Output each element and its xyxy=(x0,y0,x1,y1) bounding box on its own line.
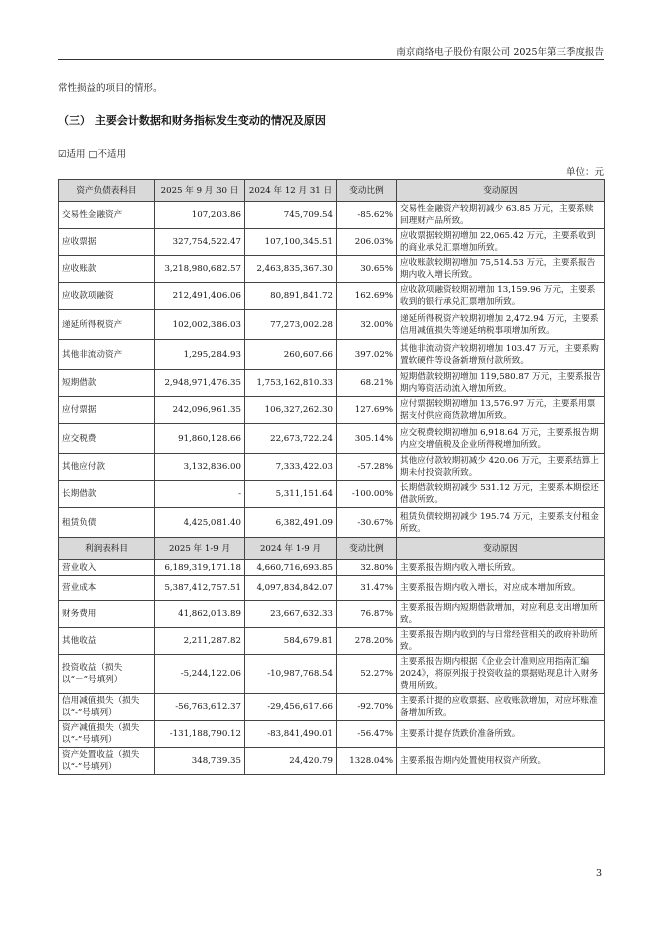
cell-current: 4,425,081.40 xyxy=(155,508,245,538)
cell-change: -92.70% xyxy=(337,694,397,721)
cell-prior: -83,841,490.01 xyxy=(245,721,337,748)
balance_sheet-header-row xyxy=(59,180,605,202)
cell-current: 6,189,319,171.18 xyxy=(155,560,245,576)
cell-item: 其他非流动资产 xyxy=(59,340,155,370)
cell-reason: 应交税费较期初增加 6,918.64 万元，主要系报告期内应交增值税及企业所得税增加所致。 xyxy=(397,424,605,454)
cell-item: 投资收益（损失以“－”号填列） xyxy=(59,655,155,694)
cell-current: 1,295,284.93 xyxy=(155,340,245,370)
table-row xyxy=(59,481,605,508)
income_statement-header-cell: 变动原因 xyxy=(397,538,605,560)
table-row xyxy=(59,508,605,538)
cell-item: 其他收益 xyxy=(59,628,155,655)
balance_sheet-header-cell: 变动原因 xyxy=(397,180,605,202)
cell-prior: 6,382,491.09 xyxy=(245,508,337,538)
cell-item: 财务费用 xyxy=(59,601,155,628)
cell-prior: 5,311,151.64 xyxy=(245,481,337,508)
unit-label: 单位：元 xyxy=(565,167,604,178)
cell-item: 应交税费 xyxy=(59,424,155,454)
cell-reason: 应收款项融资较期初增加 13,159.96 万元，主要系收到的银行承兑汇票增加所致。 xyxy=(397,283,605,310)
table-row xyxy=(59,397,605,424)
cell-item: 交易性金融资产 xyxy=(59,202,155,229)
cell-prior: 4,097,834,842.07 xyxy=(245,576,337,601)
cell-prior: 584,679.81 xyxy=(245,628,337,655)
cell-change: 305.14% xyxy=(337,424,397,454)
table-row xyxy=(59,340,605,370)
intro-text: 常性损益的项目的情形。 xyxy=(58,83,163,94)
page-number: 3 xyxy=(595,868,602,879)
cell-prior: -10,987,768.54 xyxy=(245,655,337,694)
cell-reason: 租赁负债较期初减少 195.74 万元，主要系支付租金所致。 xyxy=(397,508,605,538)
cell-current: 5,387,412,757.51 xyxy=(155,576,245,601)
cell-current: 212,491,406.06 xyxy=(155,283,245,310)
cell-item: 短期借款 xyxy=(59,370,155,397)
cell-change: -30.67% xyxy=(337,508,397,538)
income_statement-header-cell: 2025 年 1-9 月 xyxy=(155,538,245,560)
cell-change: 127.69% xyxy=(337,397,397,424)
cell-change: 278.20% xyxy=(337,628,397,655)
cell-item: 应收票据 xyxy=(59,229,155,256)
cell-change: 397.02% xyxy=(337,340,397,370)
cell-current: 102,002,386.03 xyxy=(155,310,245,340)
cell-reason: 主要系报告期内收入增长所致。 xyxy=(397,560,605,576)
applicability-checkbox: ☑适用 □不适用 xyxy=(58,149,127,160)
table-row xyxy=(59,601,605,628)
cell-prior: 1,753,162,810.33 xyxy=(245,370,337,397)
table-row xyxy=(59,655,605,694)
cell-reason: 主要系报告期内收入增长，对应成本增加所致。 xyxy=(397,576,605,601)
cell-change: 30.65% xyxy=(337,256,397,283)
cell-item: 其他应付款 xyxy=(59,454,155,481)
cell-change: 52.27% xyxy=(337,655,397,694)
cell-reason: 主要系报告期内收到的与日常经营相关的政府补助所致。 xyxy=(397,628,605,655)
cell-change: 1328.04% xyxy=(337,748,397,775)
cell-prior: 745,709.54 xyxy=(245,202,337,229)
table-row xyxy=(59,694,605,721)
cell-current: 2,211,287.82 xyxy=(155,628,245,655)
cell-item: 租赁负债 xyxy=(59,508,155,538)
cell-current: 2,948,971,476.35 xyxy=(155,370,245,397)
cell-reason: 应付票据较期初增加 13,576.97 万元，主要系用票据支付供应商货款增加所致。 xyxy=(397,397,605,424)
cell-current: 3,218,980,682.57 xyxy=(155,256,245,283)
cell-change: -85.62% xyxy=(337,202,397,229)
cell-current: 107,203.86 xyxy=(155,202,245,229)
cell-current: 91,860,128.66 xyxy=(155,424,245,454)
cell-reason: 主要系报告期内处置使用权资产所致。 xyxy=(397,748,605,775)
cell-change: 162.69% xyxy=(337,283,397,310)
cell-item: 资产减值损失（损失以“-”号填列） xyxy=(59,721,155,748)
table-row xyxy=(59,454,605,481)
cell-reason: 短期借款较期初增加 119,580.87 万元，主要系报告期内筹资活动流入增加所致。 xyxy=(397,370,605,397)
table-row xyxy=(59,202,605,229)
cell-item: 资产处置收益（损失以“-”号填列） xyxy=(59,748,155,775)
cell-reason: 主要系报告期内短期借款增加，对应利息支出增加所致。 xyxy=(397,601,605,628)
cell-reason: 主要系报告期内根据《企业会计准则应用指南汇编2024》，将原列报于投资收益的票据贴现息计入财务费用所致。 xyxy=(397,655,605,694)
cell-item: 递延所得税资产 xyxy=(59,310,155,340)
table-row xyxy=(59,576,605,601)
cell-item: 营业收入 xyxy=(59,560,155,576)
cell-prior: 80,891,841.72 xyxy=(245,283,337,310)
header-rule xyxy=(58,59,604,60)
income_statement-header-row xyxy=(59,538,605,560)
cell-change: 68.21% xyxy=(337,370,397,397)
cell-reason: 长期借款较期初减少 531.12 万元，主要系本期偿还借款所致。 xyxy=(397,481,605,508)
cell-reason: 主要系计提存货跌价准备所致。 xyxy=(397,721,605,748)
section-title: （三） 主要会计数据和财务指标发生变动的情况及原因 xyxy=(58,114,326,127)
cell-current: -131,188,790.12 xyxy=(155,721,245,748)
cell-item: 应收账款 xyxy=(59,256,155,283)
table-row xyxy=(59,721,605,748)
cell-reason: 应收票据较期初增加 22,065.42 万元，主要系收到的商业承兑汇票增加所致。 xyxy=(397,229,605,256)
cell-change: 32.00% xyxy=(337,310,397,340)
cell-change: 76.87% xyxy=(337,601,397,628)
balance_sheet-header-cell: 变动比例 xyxy=(337,180,397,202)
cell-prior: 107,100,345.51 xyxy=(245,229,337,256)
cell-prior: 23,667,632.33 xyxy=(245,601,337,628)
cell-prior: 77,273,002.28 xyxy=(245,310,337,340)
table-row xyxy=(59,748,605,775)
cell-current: 3,132,836.00 xyxy=(155,454,245,481)
cell-change: -100.00% xyxy=(337,481,397,508)
cell-prior: 24,420.79 xyxy=(245,748,337,775)
cell-reason: 应收账款较期初增加 75,514.53 万元，主要系报告期内收入增长所致。 xyxy=(397,256,605,283)
table-row xyxy=(59,424,605,454)
cell-change: 32.80% xyxy=(337,560,397,576)
cell-change: 206.03% xyxy=(337,229,397,256)
table-row xyxy=(59,229,605,256)
cell-prior: 260,607.66 xyxy=(245,340,337,370)
cell-current: -5,244,122.06 xyxy=(155,655,245,694)
financial-changes-table xyxy=(58,179,605,775)
cell-item: 长期借款 xyxy=(59,481,155,508)
cell-current: 242,096,961.35 xyxy=(155,397,245,424)
cell-item: 信用减值损失（损失以“-”号填列） xyxy=(59,694,155,721)
income_statement-header-cell: 利润表科目 xyxy=(59,538,155,560)
cell-change: -57.28% xyxy=(337,454,397,481)
cell-item: 营业成本 xyxy=(59,576,155,601)
table-row xyxy=(59,256,605,283)
income_statement-header-cell: 2024 年 1-9 月 xyxy=(245,538,337,560)
cell-current: 327,754,522.47 xyxy=(155,229,245,256)
table-row xyxy=(59,283,605,310)
cell-current: - xyxy=(155,481,245,508)
cell-prior: 22,673,722.24 xyxy=(245,424,337,454)
cell-reason: 交易性金融资产较期初减少 63.85 万元，主要系赎回理财产品所致。 xyxy=(397,202,605,229)
report-header: 南京商络电子股份有限公司 2025年第三季度报告 xyxy=(396,47,604,58)
cell-current: 41,862,013.89 xyxy=(155,601,245,628)
cell-current: 348,739.35 xyxy=(155,748,245,775)
cell-change: -56.47% xyxy=(337,721,397,748)
balance_sheet-header-cell: 资产负债表科目 xyxy=(59,180,155,202)
cell-prior: -29,456,617.66 xyxy=(245,694,337,721)
balance_sheet-header-cell: 2024 年 12 月 31 日 xyxy=(245,180,337,202)
cell-change: 31.47% xyxy=(337,576,397,601)
cell-reason: 主要系计提的应收票据、应收账款增加，对应坏账准备增加所致。 xyxy=(397,694,605,721)
cell-current: -56,763,612.37 xyxy=(155,694,245,721)
table-row xyxy=(59,628,605,655)
cell-prior: 2,463,835,367.30 xyxy=(245,256,337,283)
table-row xyxy=(59,560,605,576)
table-row xyxy=(59,370,605,397)
cell-reason: 其他应付款较期初减少 420.06 万元，主要系结算上期未付投资款所致。 xyxy=(397,454,605,481)
cell-reason: 递延所得税资产较期初增加 2,472.94 万元，主要系信用减值损失等递延纳税事项增加所致。 xyxy=(397,310,605,340)
cell-reason: 其他非流动资产较期初增加 103.47 万元，主要系购置软硬件等设备新增预付款所致。 xyxy=(397,340,605,370)
cell-prior: 7,333,422.03 xyxy=(245,454,337,481)
table-row xyxy=(59,310,605,340)
cell-item: 应收款项融资 xyxy=(59,283,155,310)
cell-prior: 4,660,716,693.85 xyxy=(245,560,337,576)
balance_sheet-header-cell: 2025 年 9 月 30 日 xyxy=(155,180,245,202)
cell-item: 应付票据 xyxy=(59,397,155,424)
income_statement-header-cell: 变动比例 xyxy=(337,538,397,560)
cell-prior: 106,327,262.30 xyxy=(245,397,337,424)
